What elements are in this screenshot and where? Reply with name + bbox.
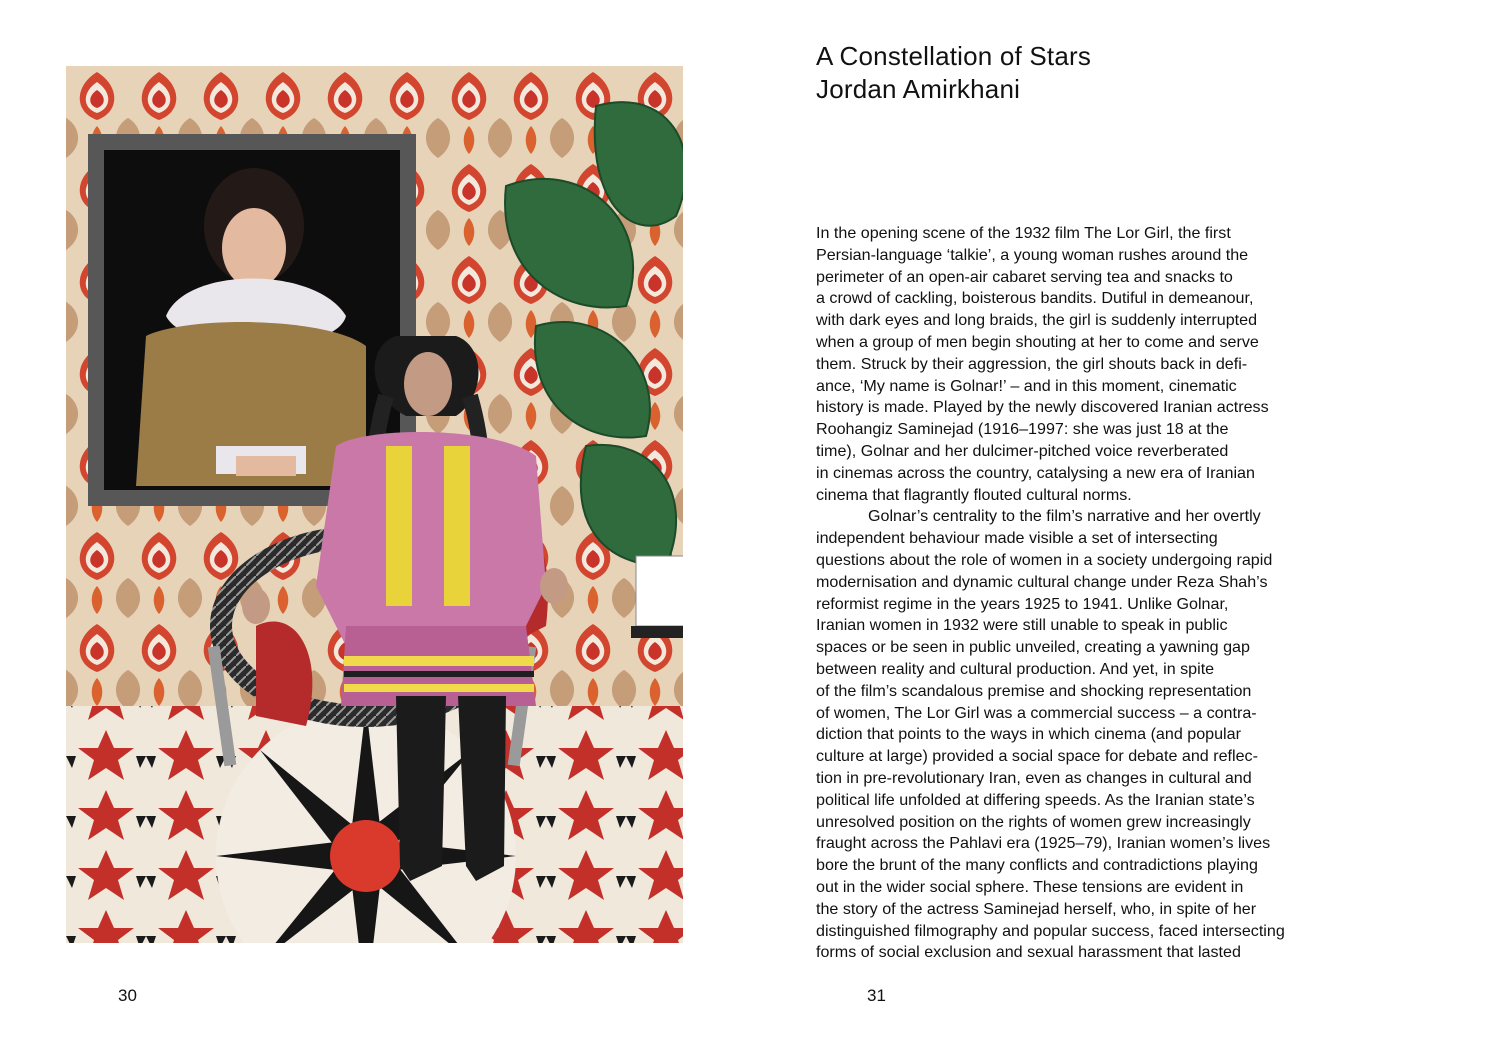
body-line: distinguished filmography and popular success, faced intersecting	[816, 921, 1285, 940]
article-body	[816, 223, 1352, 964]
right-page	[750, 0, 1500, 1059]
body-line: fraught across the Pahlavi era (1925–79), Iranian women’s lives	[816, 834, 1271, 853]
body-line: out in the wider social sphere. These tensions are evident in	[816, 877, 1244, 896]
body-line: tion in pre-revolutionary Iran, even as changes in cultural and	[816, 768, 1252, 787]
body-line: time), Golnar and her dulcimer-pitched voice reverberated	[816, 441, 1229, 460]
body-line: spaces or be seen in public unveiled, creating a yawning gap	[816, 638, 1250, 657]
body-line-paragraph-start: Golnar’s centrality to the film’s narrative and her overtly	[868, 507, 1261, 526]
body-line: in cinemas across the country, catalysing a new era of Iranian	[816, 463, 1255, 482]
body-line: the story of the actress Saminejad herself, who, in spite of her	[816, 899, 1257, 918]
body-line: diction that points to the ways in which cinema (and popular	[816, 725, 1241, 744]
body-line: ance, ‘My name is Golnar!’ – and in this moment, cinematic	[816, 376, 1237, 395]
body-line: cinema that flagrantly flouted cultural norms.	[816, 485, 1132, 504]
body-line: with dark eyes and long braids, the girl is suddenly interrupted	[816, 311, 1258, 330]
body-line: political life unfolded at differing speeds. As the Iranian state’s	[816, 790, 1255, 809]
body-line: Roohangiz Saminejad (1916–1997: she was just 18 at the	[816, 420, 1229, 439]
body-line: Iranian women in 1932 were still unable to speak in public	[816, 616, 1228, 635]
body-line: Persian-language ‘talkie’, a young woman rushes around the	[816, 245, 1249, 264]
body-line: a crowd of cackling, boisterous bandits. Dutiful in demeanour,	[816, 289, 1254, 308]
page-number-left: 30	[118, 986, 137, 1005]
painting-illustration	[66, 66, 683, 943]
body-line: culture at large) provided a social space for debate and reflec-	[816, 747, 1258, 766]
body-line: of women, The Lor Girl was a commercial success – a contra-	[816, 703, 1257, 722]
body-line: them. Struck by their aggression, the girl shouts back in defi-	[816, 354, 1248, 373]
body-line: history is made. Played by the newly discovered Iranian actress	[816, 398, 1269, 417]
body-line: between reality and cultural production. And yet, in spite	[816, 659, 1215, 678]
body-line: reformist regime in the years 1925 to 1941. Unlike Golnar,	[816, 594, 1229, 613]
page-number-right: 31	[867, 986, 886, 1005]
article-title: A Constellation of Stars	[816, 41, 1092, 71]
body-line: bore the brunt of the many conflicts and contradictions playing	[816, 856, 1258, 875]
body-line: unresolved position on the rights of women grew increasingly	[816, 812, 1251, 831]
body-line: forms of social exclusion and sexual harassment that lasted	[816, 943, 1241, 962]
body-line: questions about the role of women in a society undergoing rapid	[816, 550, 1273, 569]
body-line: modernisation and dynamic cultural change under Reza Shah’s	[816, 572, 1268, 591]
body-line: of the film’s scandalous premise and shocking representation	[816, 681, 1252, 700]
article-author: Jordan Amirkhani	[816, 74, 1021, 104]
article-header	[816, 40, 1091, 106]
body-line: independent behaviour made visible a set of intersecting	[816, 529, 1218, 548]
body-line: when a group of men begin shouting at her to come and serve	[816, 332, 1259, 351]
body-line: In the opening scene of the 1932 film The Lor Girl, the first	[816, 224, 1231, 242]
body-line: perimeter of an open-air cabaret serving tea and snacks to	[816, 267, 1233, 286]
